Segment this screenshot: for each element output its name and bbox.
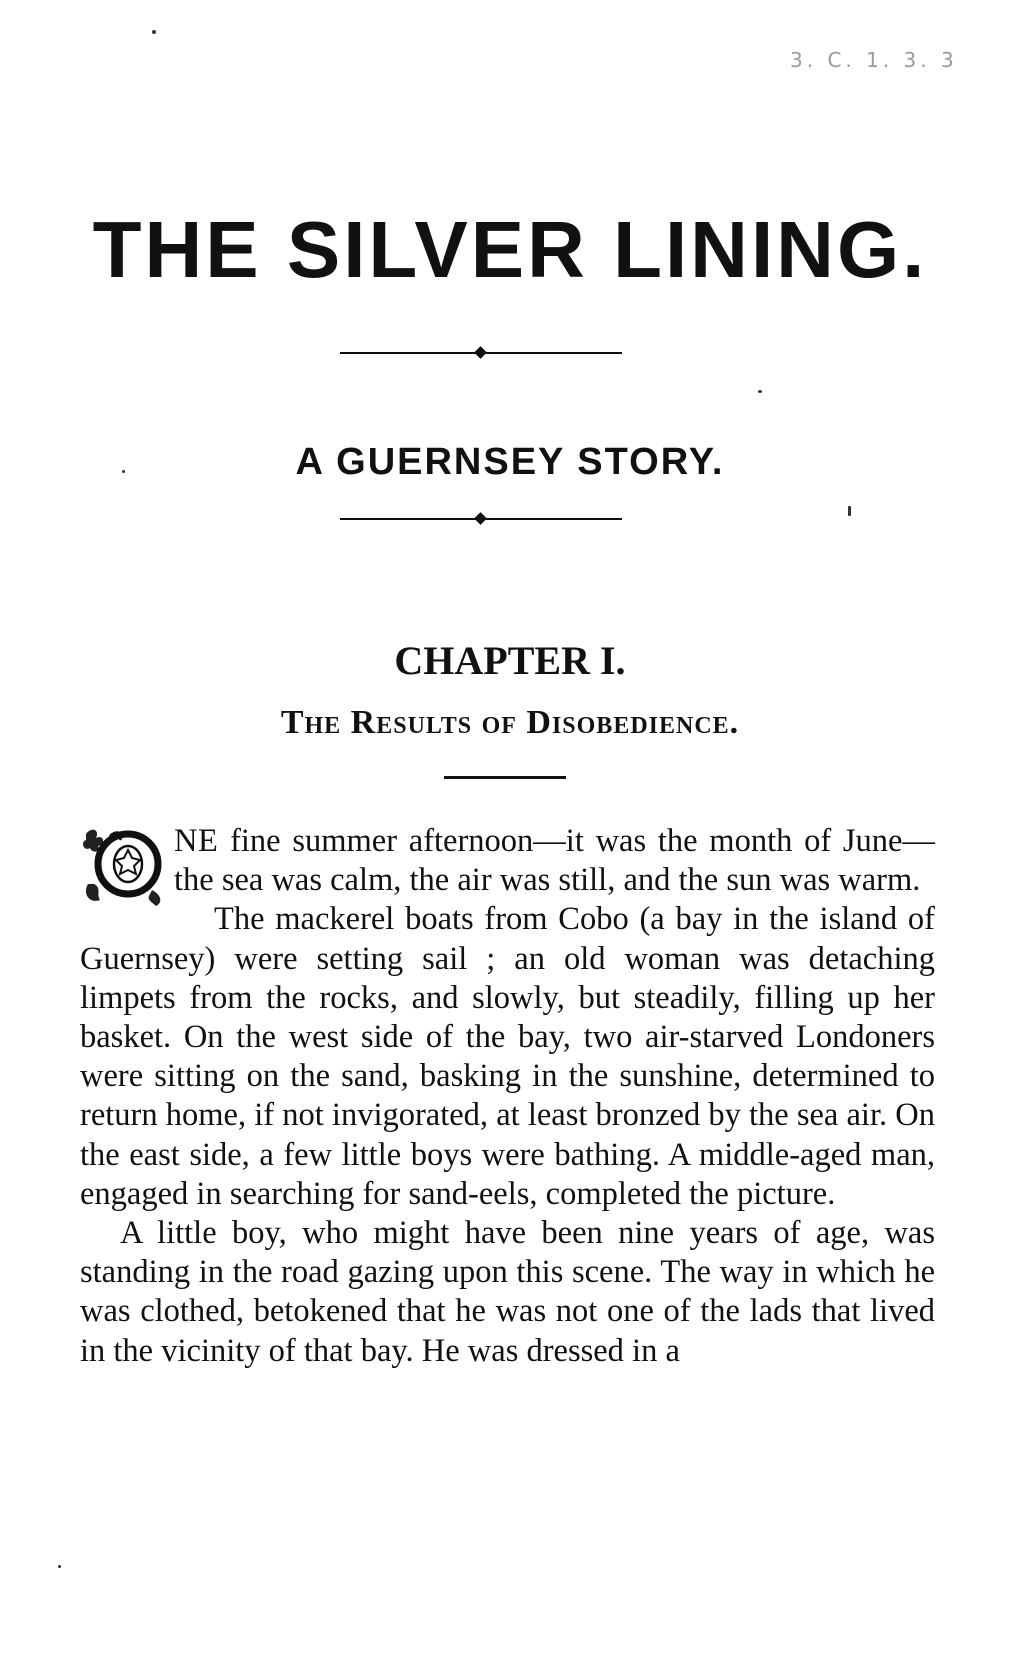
- opening-word: NE: [174, 823, 219, 859]
- diamond-ornament-icon: [474, 512, 487, 525]
- floral-initial-ornament-icon: [80, 824, 168, 908]
- paragraph-3: A little boy, who might have been nine years of age, was standing in the road gazing upon this scene. The way in which he was clothed, betokened that he was not one of the lads that lived in the vicinity of that bay. He was dressed in a: [80, 1215, 935, 1369]
- chapter-subheading: The Results of Disobedience.: [280, 704, 740, 741]
- print-speck: [152, 30, 156, 34]
- paragraph-1: [80, 822, 935, 900]
- print-speck: [848, 506, 851, 516]
- print-speck: [58, 1565, 61, 1568]
- paragraph-1-text: fine summer afternoon—it was the month of June—the sea was calm, the air was still, and the sun was warm.: [174, 823, 935, 899]
- ornamental-divider-top: [340, 352, 622, 354]
- ornamental-divider-bottom: [340, 518, 622, 520]
- print-speck: [122, 470, 125, 473]
- chapter-rule: [444, 776, 566, 779]
- decorated-initial-icon: [80, 824, 168, 908]
- paragraph-2: The mackerel boats from Cobo (a bay in the island of Guernsey) were setting sail ; an old woman was detaching limpets from the rocks, and slowly, but steadily, filling up her basket. On the west side of the bay, two air-starved Londoners were sitting on the sand, basking in the sunshine, determined to return home, if not invigorated, at least bronzed by the sea air. On the east side, a few little boys were bathing. A middle-aged man, engaged in searching for sand-eels, completed the picture.: [80, 901, 935, 1212]
- library-mark: 3. C. 1. 3. 3: [790, 48, 958, 72]
- book-subtitle: A GUERNSEY STORY.: [295, 441, 725, 483]
- print-speck: [758, 390, 762, 393]
- book-title: THE SILVER LINING.: [92, 205, 928, 294]
- chapter-heading: CHAPTER I.: [394, 638, 626, 683]
- body-text: [80, 822, 935, 1371]
- diamond-ornament-icon: [474, 346, 487, 359]
